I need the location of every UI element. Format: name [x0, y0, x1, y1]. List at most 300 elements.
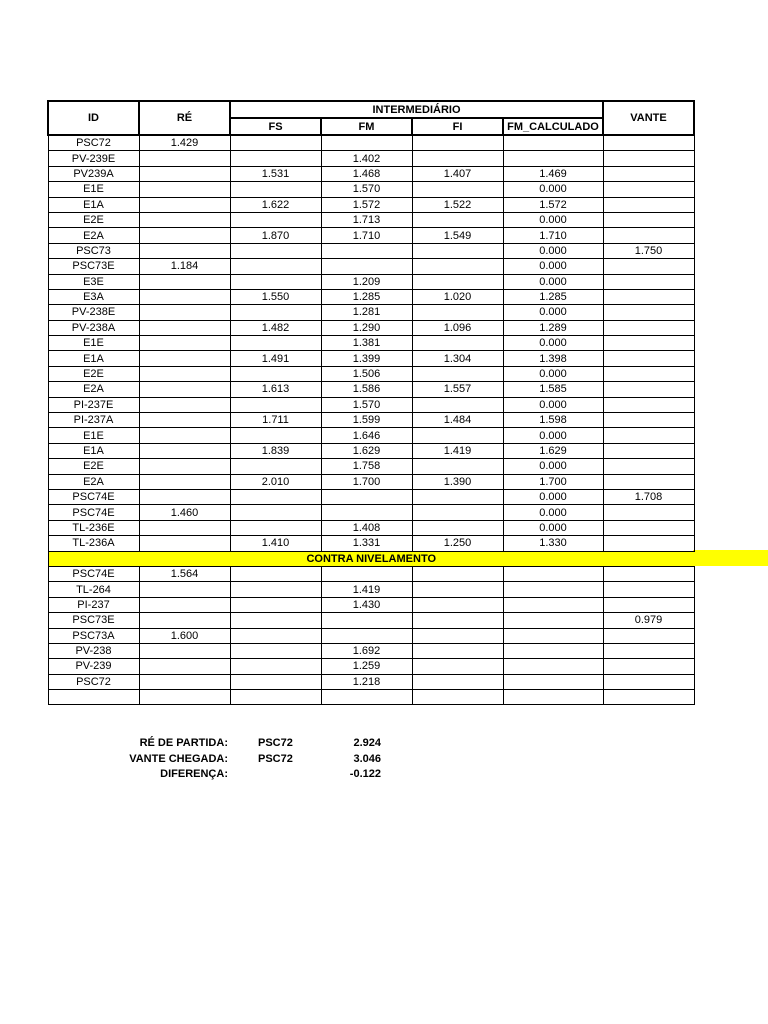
cell-fm-calculado: [503, 597, 603, 612]
cell-re: [139, 274, 230, 289]
cell-vante: [603, 582, 694, 597]
cell-fm-calculado: [503, 674, 603, 689]
cell-fs: [230, 643, 321, 658]
cell-fm: 1.599: [321, 413, 412, 428]
cell-vante: [603, 382, 694, 397]
cell-id: E1A: [48, 443, 139, 458]
cell-fm: 1.700: [321, 474, 412, 489]
cell-fm-calculado: 1.285: [503, 289, 603, 304]
cell-fi: 1.522: [412, 197, 503, 212]
cell-id: PSC74E: [48, 505, 139, 520]
cell-vante: [603, 336, 694, 351]
cell-fs: 1.711: [230, 413, 321, 428]
table-row: [48, 197, 694, 212]
cell-vante: [603, 151, 694, 166]
cell-id: PI-237A: [48, 413, 139, 428]
cell-fi: 1.096: [412, 320, 503, 335]
header-vante: VANTE: [603, 101, 694, 135]
cell-fs: [230, 135, 321, 151]
cell-vante: [603, 228, 694, 243]
cell-fm-calculado: 0.000: [503, 336, 603, 351]
cell-re: [139, 351, 230, 366]
cell-fm-calculado: 0.000: [503, 212, 603, 227]
table-row: [48, 274, 694, 289]
cell-re: [139, 443, 230, 458]
cell-fm-calculado: 1.398: [503, 351, 603, 366]
contra-highlight-extension: [693, 550, 768, 566]
cell-fm-calculado: 0.000: [503, 397, 603, 412]
cell-vante: [603, 320, 694, 335]
cell-id: [48, 690, 139, 705]
cell-fm: 1.290: [321, 320, 412, 335]
cell-id: E3A: [48, 289, 139, 304]
cell-fm: [321, 259, 412, 274]
cell-fm: 1.646: [321, 428, 412, 443]
cell-re: 1.429: [139, 135, 230, 151]
cell-fs: 1.839: [230, 443, 321, 458]
cell-fs: [230, 459, 321, 474]
main-rows: [48, 135, 694, 551]
cell-id: PI-237E: [48, 397, 139, 412]
cell-fi: [412, 597, 503, 612]
cell-fs: [230, 274, 321, 289]
cell-id: E2E: [48, 366, 139, 381]
cell-fs: [230, 690, 321, 705]
table-row: [48, 182, 694, 197]
table-row: [48, 351, 694, 366]
cell-fm-calculado: 0.000: [503, 459, 603, 474]
header-id: ID: [48, 101, 139, 135]
cell-fi: [412, 182, 503, 197]
summary-label: DIFERENÇA:: [160, 768, 228, 780]
cell-fm-calculado: [503, 582, 603, 597]
summary-point: PSC72: [258, 737, 293, 749]
cell-re: [139, 413, 230, 428]
cell-fi: [412, 397, 503, 412]
cell-fi: [412, 690, 503, 705]
cell-fi: [412, 566, 503, 581]
table-row: [48, 212, 694, 227]
cell-id: TL-264: [48, 582, 139, 597]
cell-vante: [603, 274, 694, 289]
cell-fm-calculado: [503, 643, 603, 658]
cell-fi: [412, 582, 503, 597]
cell-fm: 1.692: [321, 643, 412, 658]
cell-id: PI-237: [48, 597, 139, 612]
cell-fs: 1.550: [230, 289, 321, 304]
cell-fs: 1.870: [230, 228, 321, 243]
cell-fm: 1.281: [321, 305, 412, 320]
cell-fm: 1.586: [321, 382, 412, 397]
cell-vante: [603, 351, 694, 366]
summary-value: 3.046: [353, 752, 381, 765]
cell-vante: [603, 135, 694, 151]
summary-label: RÉ DE PARTIDA:: [139, 737, 228, 749]
cell-id: TL-236E: [48, 520, 139, 535]
cell-fs: [230, 243, 321, 258]
cell-fi: 1.390: [412, 474, 503, 489]
cell-re: [139, 197, 230, 212]
cell-id: PSC73E: [48, 259, 139, 274]
cell-re: [139, 151, 230, 166]
cell-vante: [603, 212, 694, 227]
cell-fs: 1.531: [230, 166, 321, 181]
cell-id: E2E: [48, 212, 139, 227]
cell-re: [139, 474, 230, 489]
cell-fm-calculado: 0.000: [503, 489, 603, 504]
table-row: [48, 613, 694, 628]
cell-re: 1.564: [139, 566, 230, 581]
cell-id: PSC72: [48, 674, 139, 689]
cell-fs: [230, 151, 321, 166]
cell-re: [139, 489, 230, 504]
header-re: RÉ: [139, 101, 230, 135]
cell-re: [139, 212, 230, 227]
table-row: [48, 582, 694, 597]
header-fm-calculado: FM_CALCULADO: [503, 118, 603, 135]
cell-fm-calculado: 1.330: [503, 536, 603, 551]
header-fs: FS: [230, 118, 321, 135]
cell-vante: [603, 597, 694, 612]
cell-id: PV-238A: [48, 320, 139, 335]
cell-id: PV-238: [48, 643, 139, 658]
table-row: [48, 428, 694, 443]
cell-re: [139, 428, 230, 443]
cell-fs: [230, 505, 321, 520]
cell-vante: [603, 166, 694, 181]
cell-fm-calculado: 1.629: [503, 443, 603, 458]
table-row: [48, 289, 694, 304]
contra-nivelamento-row: [48, 551, 694, 566]
cell-re: [139, 166, 230, 181]
cell-fs: [230, 566, 321, 581]
cell-fm-calculado: 1.572: [503, 197, 603, 212]
cell-vante: [603, 413, 694, 428]
cell-fi: [412, 428, 503, 443]
cell-fi: [412, 366, 503, 381]
cell-id: E2A: [48, 474, 139, 489]
cell-re: [139, 536, 230, 551]
table-row: [48, 135, 694, 151]
cell-fi: [412, 336, 503, 351]
cell-fm-calculado: [503, 690, 603, 705]
cell-fs: 1.613: [230, 382, 321, 397]
cell-re: 1.460: [139, 505, 230, 520]
leveling-table: [47, 100, 695, 705]
cell-vante: 1.708: [603, 489, 694, 504]
cell-id: E2A: [48, 382, 139, 397]
cell-re: [139, 320, 230, 335]
cell-vante: [603, 305, 694, 320]
table-row: [48, 505, 694, 520]
table-row: [48, 643, 694, 658]
cell-vante: [603, 397, 694, 412]
cell-fs: [230, 613, 321, 628]
summary-point: PSC72: [258, 752, 293, 765]
cell-fi: 1.407: [412, 166, 503, 181]
cell-fm: 1.629: [321, 443, 412, 458]
table-row: [48, 397, 694, 412]
cell-fm-calculado: 1.710: [503, 228, 603, 243]
cell-fm-calculado: 0.000: [503, 520, 603, 535]
summary-row: [100, 753, 400, 769]
cell-vante: [603, 536, 694, 551]
cell-re: 1.184: [139, 259, 230, 274]
cell-id: PV-238E: [48, 305, 139, 320]
cell-fm-calculado: [503, 628, 603, 643]
cell-vante: [603, 197, 694, 212]
cell-re: [139, 643, 230, 658]
cell-fm-calculado: 0.000: [503, 259, 603, 274]
cell-fm-calculado: 0.000: [503, 182, 603, 197]
cell-fi: [412, 212, 503, 227]
cell-fs: [230, 489, 321, 504]
cell-fi: 1.419: [412, 443, 503, 458]
cell-id: PSC73A: [48, 628, 139, 643]
cell-fs: [230, 520, 321, 535]
cell-fm-calculado: 1.289: [503, 320, 603, 335]
cell-id: TL-236A: [48, 536, 139, 551]
table-row: [48, 413, 694, 428]
cell-fs: [230, 597, 321, 612]
cell-fi: [412, 305, 503, 320]
cell-id: E1E: [48, 428, 139, 443]
table-row: [48, 536, 694, 551]
cell-vante: [603, 643, 694, 658]
cell-fs: [230, 259, 321, 274]
cell-re: [139, 228, 230, 243]
table-row: [48, 690, 694, 705]
cell-fm: [321, 243, 412, 258]
summary-value: -0.122: [349, 768, 381, 780]
cell-fi: 1.304: [412, 351, 503, 366]
cell-re: [139, 336, 230, 351]
cell-re: [139, 674, 230, 689]
cell-fs: [230, 582, 321, 597]
cell-fm: 1.218: [321, 674, 412, 689]
cell-re: [139, 289, 230, 304]
cell-fi: 1.549: [412, 228, 503, 243]
cell-fi: [412, 628, 503, 643]
cell-fm-calculado: [503, 613, 603, 628]
cell-re: [139, 582, 230, 597]
cell-id: E2A: [48, 228, 139, 243]
cell-fi: [412, 505, 503, 520]
cell-vante: [603, 459, 694, 474]
cell-fs: [230, 212, 321, 227]
cell-fs: [230, 428, 321, 443]
cell-fi: [412, 674, 503, 689]
table-row: [48, 366, 694, 381]
cell-fs: 1.482: [230, 320, 321, 335]
cell-vante: [603, 443, 694, 458]
cell-fm: 1.713: [321, 212, 412, 227]
cell-vante: [603, 474, 694, 489]
cell-re: [139, 459, 230, 474]
contra-nivelamento-label: CONTRA NIVELAMENTO: [48, 551, 694, 566]
summary-label: VANTE CHEGADA:: [129, 752, 228, 765]
cell-fm: 1.758: [321, 459, 412, 474]
cell-fi: [412, 459, 503, 474]
cell-fm: 1.572: [321, 197, 412, 212]
cell-re: [139, 305, 230, 320]
cell-fm: 1.468: [321, 166, 412, 181]
cell-fm: 1.331: [321, 536, 412, 551]
cell-fs: 2.010: [230, 474, 321, 489]
table-row: [48, 228, 694, 243]
cell-id: PSC74E: [48, 489, 139, 504]
table-row: [48, 243, 694, 258]
cell-fs: 1.410: [230, 536, 321, 551]
cell-fs: 1.622: [230, 197, 321, 212]
summary-row: [100, 737, 400, 753]
cell-id: PSC72: [48, 135, 139, 151]
table-row: [48, 474, 694, 489]
cell-fm: [321, 613, 412, 628]
cell-fm: 1.570: [321, 397, 412, 412]
cell-fm: 1.430: [321, 597, 412, 612]
cell-re: [139, 243, 230, 258]
cell-fm: 1.259: [321, 659, 412, 674]
cell-fm-calculado: 0.000: [503, 305, 603, 320]
cell-id: PV-239: [48, 659, 139, 674]
cell-re: [139, 659, 230, 674]
cell-fm: 1.399: [321, 351, 412, 366]
table-row: [48, 520, 694, 535]
cell-fi: 1.250: [412, 536, 503, 551]
cell-re: 1.600: [139, 628, 230, 643]
cell-fs: [230, 397, 321, 412]
summary-value: 2.924: [353, 737, 381, 749]
cell-fm-calculado: 1.469: [503, 166, 603, 181]
table-row: [48, 566, 694, 581]
cell-id: PV239A: [48, 166, 139, 181]
cell-vante: [603, 566, 694, 581]
header-fm: FM: [321, 118, 412, 135]
cell-vante: [603, 674, 694, 689]
cell-re: [139, 613, 230, 628]
table-row: [48, 443, 694, 458]
cell-re: [139, 182, 230, 197]
table-row: [48, 674, 694, 689]
cell-vante: [603, 428, 694, 443]
cell-fm: 1.285: [321, 289, 412, 304]
table-row: [48, 489, 694, 504]
cell-fi: 1.557: [412, 382, 503, 397]
cell-fm-calculado: [503, 566, 603, 581]
cell-vante: [603, 366, 694, 381]
cell-re: [139, 690, 230, 705]
cell-vante: 0.979: [603, 613, 694, 628]
cell-fs: [230, 305, 321, 320]
cell-vante: [603, 690, 694, 705]
cell-re: [139, 397, 230, 412]
cell-fm: 1.402: [321, 151, 412, 166]
cell-fs: [230, 674, 321, 689]
cell-fm-calculado: 1.585: [503, 382, 603, 397]
cell-re: [139, 382, 230, 397]
cell-fm-calculado: [503, 659, 603, 674]
cell-fi: [412, 643, 503, 658]
cell-id: PV-239E: [48, 151, 139, 166]
cell-fm-calculado: 0.000: [503, 243, 603, 258]
cell-fs: [230, 659, 321, 674]
cell-vante: [603, 505, 694, 520]
cell-fi: 1.484: [412, 413, 503, 428]
cell-re: [139, 520, 230, 535]
contra-rows: [48, 566, 694, 705]
cell-vante: [603, 520, 694, 535]
cell-vante: [603, 659, 694, 674]
cell-fm: 1.209: [321, 274, 412, 289]
cell-fi: [412, 613, 503, 628]
cell-fi: [412, 135, 503, 151]
cell-fi: [412, 151, 503, 166]
cell-fi: [412, 243, 503, 258]
cell-fs: [230, 366, 321, 381]
cell-fm-calculado: 0.000: [503, 274, 603, 289]
cell-fm: 1.506: [321, 366, 412, 381]
cell-fm: [321, 690, 412, 705]
table-row: [48, 305, 694, 320]
cell-id: E1A: [48, 197, 139, 212]
cell-vante: [603, 182, 694, 197]
cell-id: E1A: [48, 351, 139, 366]
cell-fi: [412, 274, 503, 289]
cell-fm: [321, 505, 412, 520]
summary-row: [100, 768, 400, 784]
cell-fm: [321, 135, 412, 151]
header-intermediario: INTERMEDIÁRIO: [230, 101, 603, 118]
cell-fi: [412, 259, 503, 274]
cell-fm: 1.408: [321, 520, 412, 535]
cell-fm: [321, 566, 412, 581]
table-row: [48, 659, 694, 674]
cell-fm-calculado: [503, 151, 603, 166]
cell-fm: [321, 489, 412, 504]
cell-fm-calculado: [503, 135, 603, 151]
cell-fm-calculado: 1.700: [503, 474, 603, 489]
cell-fm: 1.710: [321, 228, 412, 243]
cell-fs: [230, 336, 321, 351]
cell-fs: [230, 182, 321, 197]
table-row: [48, 459, 694, 474]
cell-re: [139, 597, 230, 612]
cell-fm: 1.419: [321, 582, 412, 597]
table-row: [48, 151, 694, 166]
cell-fm-calculado: 1.598: [503, 413, 603, 428]
cell-fs: [230, 628, 321, 643]
cell-id: PSC73E: [48, 613, 139, 628]
cell-fm-calculado: 0.000: [503, 366, 603, 381]
cell-fm-calculado: 0.000: [503, 428, 603, 443]
table-row: [48, 166, 694, 181]
table-row: [48, 382, 694, 397]
cell-fi: [412, 659, 503, 674]
table-row: [48, 628, 694, 643]
cell-fs: 1.491: [230, 351, 321, 366]
cell-vante: 1.750: [603, 243, 694, 258]
cell-re: [139, 366, 230, 381]
table-row: [48, 320, 694, 335]
summary-block: [100, 737, 400, 784]
header-fi: FI: [412, 118, 503, 135]
cell-id: PSC73: [48, 243, 139, 258]
cell-fm: 1.381: [321, 336, 412, 351]
cell-vante: [603, 289, 694, 304]
cell-vante: [603, 259, 694, 274]
cell-fi: 1.020: [412, 289, 503, 304]
